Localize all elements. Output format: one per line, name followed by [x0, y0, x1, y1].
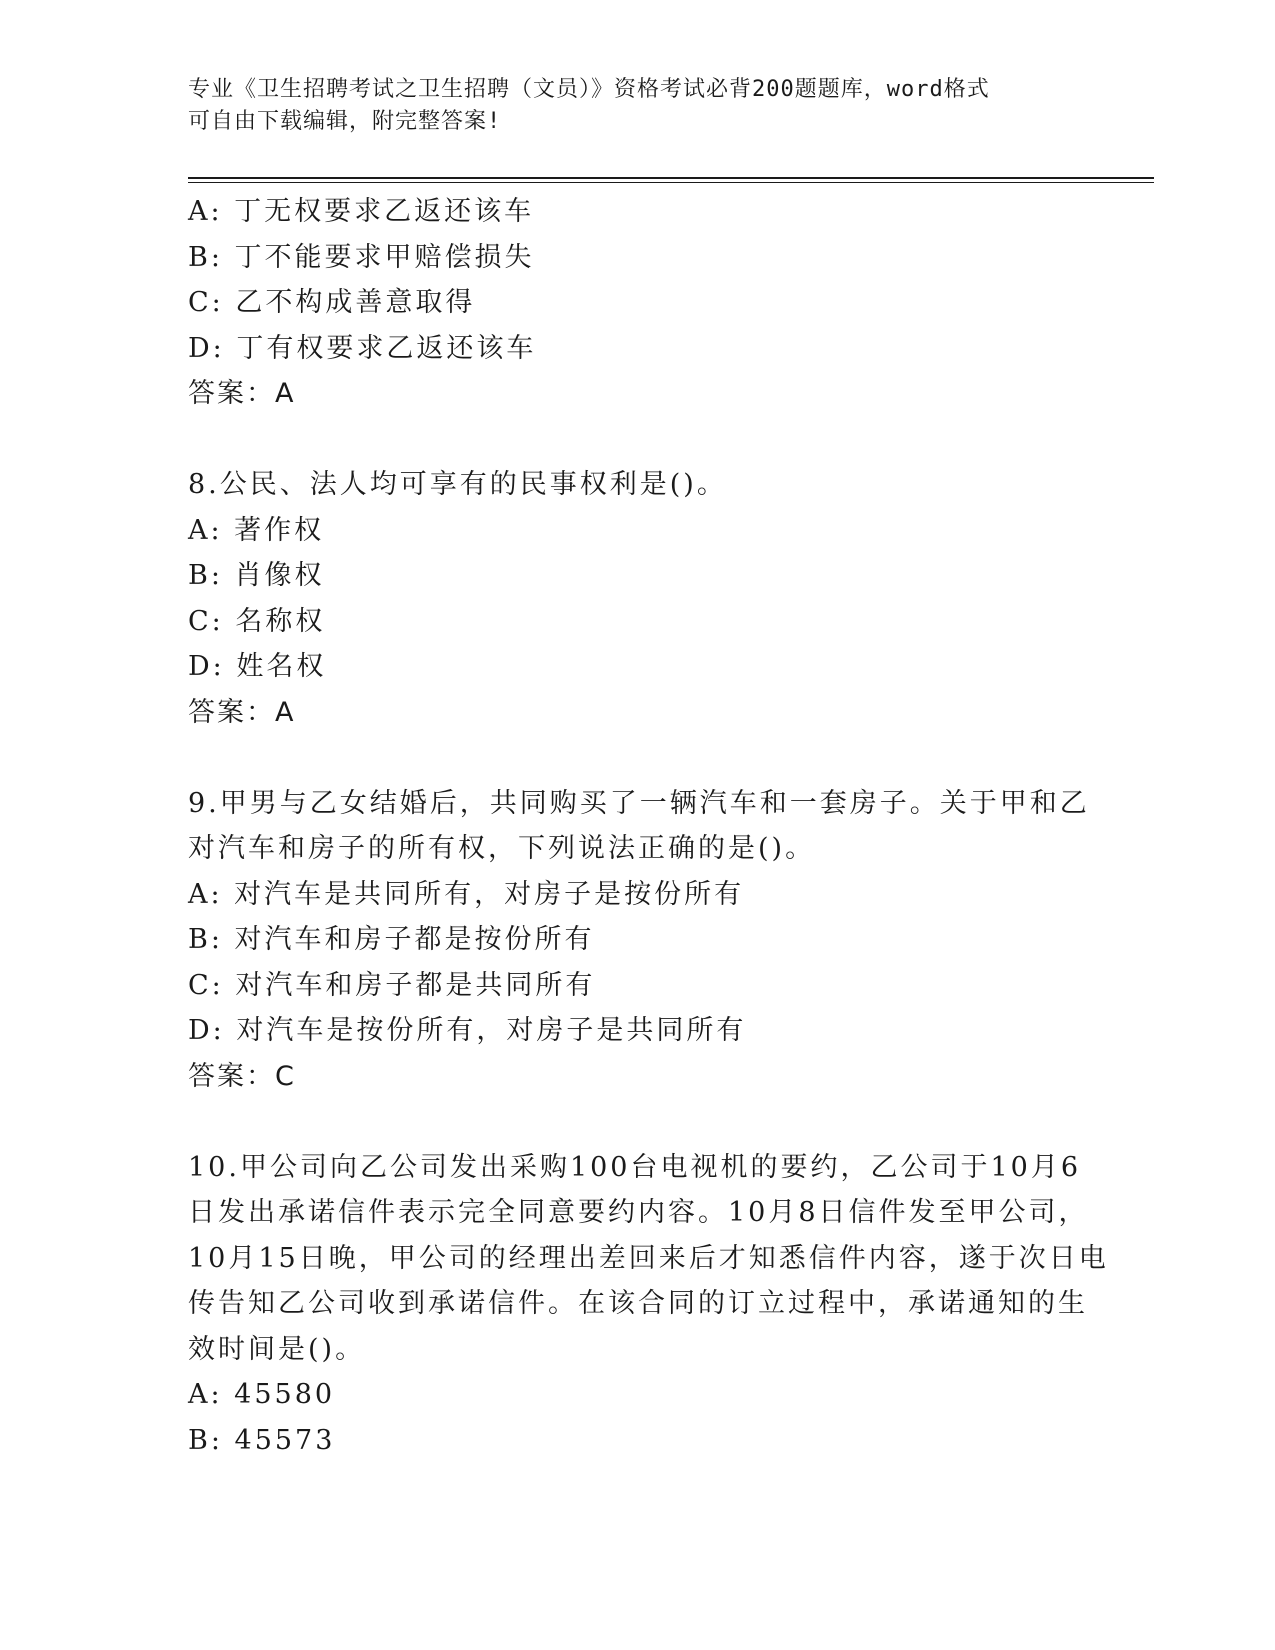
question-text-line-4: 传告知乙公司收到承诺信件。在该合同的订立过程中，承诺通知的生 [188, 1288, 1088, 1319]
option-c: C: 对汽车和房子都是共同所有 [188, 969, 596, 1001]
header-divider-thin [188, 182, 1154, 183]
answer-line: 答案：C [188, 1060, 296, 1092]
option-d: D: 对汽车是按份所有，对房子是共同所有 [188, 1015, 747, 1046]
option-c: C: 乙不构成善意取得 [188, 287, 476, 318]
option-d: D: 丁有权要求乙返还该车 [188, 332, 537, 364]
option-a: A: 45580 [188, 1379, 336, 1410]
spacer [188, 417, 1088, 463]
document-header [188, 74, 1088, 138]
option-a: A: 丁无权要求乙返还该车 [188, 196, 535, 227]
option-a: A: 著作权 [188, 514, 325, 546]
question-text-line-2: 日发出承诺信件表示完全同意要约内容。10月8日信件发至甲公司， [188, 1197, 1089, 1228]
option-b: B: 45573 [188, 1424, 336, 1456]
answer-line: 答案：A [188, 378, 296, 409]
option-d: D: 姓名权 [188, 651, 327, 682]
question-text-line-2: 对汽车和房子的所有权，下列说法正确的是()。 [188, 833, 816, 864]
question-text-line-1: 10.甲公司向乙公司发出采购100台电视机的要约，乙公司于10月6 [188, 1151, 1082, 1183]
question-9 [188, 781, 1088, 1100]
header-title-line-2: 可自由下载编辑，附完整答案! [188, 109, 502, 134]
spacer [188, 735, 1088, 781]
question-10 [188, 1145, 1109, 1464]
question-text-line-5: 效时间是()。 [188, 1333, 366, 1365]
option-b: B: 对汽车和房子都是按份所有 [188, 924, 595, 955]
question-8 [188, 462, 1088, 735]
question-text-line-3: 10月15日晚，甲公司的经理出差回来后才知悉信件内容，遂于次日电 [188, 1242, 1109, 1274]
question-7 [188, 189, 1088, 417]
option-b: B: 丁不能要求甲赔偿损失 [188, 241, 535, 273]
option-a: A: 对汽车是共同所有，对房子是按份所有 [188, 878, 745, 910]
header-divider-thick [188, 177, 1154, 179]
question-text-line-1: 9.甲男与乙女结婚后，共同购买了一辆汽车和一套房子。关于甲和乙 [188, 787, 1090, 819]
header-title-line-1: 专业《卫生招聘考试之卫生招聘（文员）》资格考试必背200题题库，word格式 [188, 77, 990, 102]
option-b: B: 肖像权 [188, 560, 325, 591]
spacer [188, 1099, 1088, 1145]
option-c: C: 名称权 [188, 605, 326, 637]
question-text: 8.公民、法人均可享有的民事权利是()。 [188, 469, 727, 500]
answer-line: 答案：A [188, 696, 296, 728]
question-list [188, 189, 1109, 1463]
